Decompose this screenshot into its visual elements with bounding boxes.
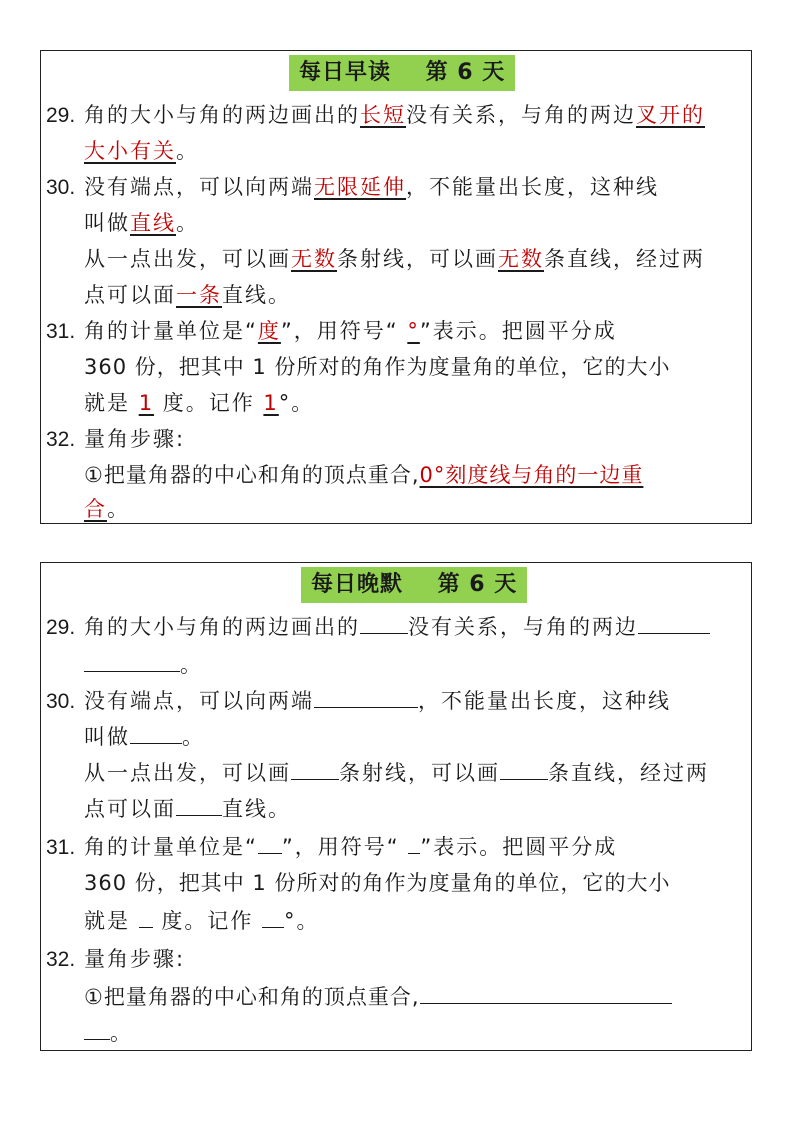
q29-answer-1: 长短: [360, 103, 406, 127]
q29-line-1: [46, 97, 747, 133]
morning-reading-card: [40, 50, 752, 524]
q30-text: 没有端点，可以向两端: [84, 689, 314, 713]
q32-line-2: [46, 457, 747, 493]
q29-text: 。: [176, 139, 199, 163]
q31-blank-4[interactable]: [262, 903, 284, 928]
q32-blank-1-cont[interactable]: [84, 1015, 110, 1040]
q31-line-3: [46, 385, 747, 421]
q31-number: 31.: [46, 836, 76, 859]
q30-text: 。: [182, 725, 205, 749]
q30-answer-1: 无限延伸: [314, 175, 406, 199]
q30-text: ，不能量出长度，这种线: [418, 689, 671, 713]
q30-text: 从一点出发，可以画: [84, 247, 291, 271]
q30-number: 30.: [46, 176, 76, 199]
q32-number: 32.: [46, 428, 76, 451]
q29-blank-2[interactable]: [638, 609, 710, 634]
q32-text: 量角步骤:: [84, 947, 186, 971]
q30-text: 没有端点，可以向两端: [84, 175, 314, 199]
q30-number: 30.: [46, 690, 76, 713]
q31-line-1: [46, 313, 747, 349]
q31-text: 角的计量单位是“: [84, 835, 258, 859]
q31-answer-4: 1: [263, 391, 279, 415]
q30-blank-5[interactable]: [176, 791, 222, 816]
q31-text: ”，用符号“: [281, 835, 409, 859]
q31-text: 就是: [84, 391, 139, 415]
q30-answer-3: 无数: [291, 247, 337, 271]
q31-text: ”表示。把圆平分成: [420, 835, 618, 859]
q30-line-3: [46, 241, 747, 277]
q32-line-3: [46, 491, 747, 527]
morning-title: 每日早读 第 6 天: [289, 55, 515, 91]
q32-blank-1[interactable]: [420, 979, 672, 1004]
q30-text: 叫做: [84, 725, 130, 749]
q32-number: 32.: [46, 948, 76, 971]
q32-text: 量角步骤:: [84, 427, 186, 451]
q31-line-1: [46, 829, 747, 865]
q30-blank-2[interactable]: [130, 719, 182, 744]
q30-line-3: [46, 755, 747, 791]
q29-blank-1[interactable]: [360, 609, 408, 634]
q32-line-2: [46, 979, 747, 1015]
evening-title: 每日晚默 第 6 天: [301, 567, 527, 603]
q31-text: 度。记作: [154, 391, 264, 415]
q29-text: 没有关系，与角的两边: [406, 103, 636, 127]
q31-text: 360 份，把其中 1 份所对的角作为度量角的单位，它的大小: [84, 355, 671, 379]
q29-text: 角的大小与角的两边画出的: [84, 615, 360, 639]
q31-blank-3[interactable]: [139, 903, 153, 928]
q30-line-1: [46, 683, 747, 719]
q30-text: 点可以面: [84, 283, 176, 307]
q31-answer-2: °: [407, 319, 420, 343]
q30-answer-5: 一条: [176, 283, 222, 307]
q31-answer-1: 度: [257, 319, 281, 343]
q29-line-2: [46, 647, 747, 683]
q30-answer-4: 无数: [498, 247, 544, 271]
q29-line-1: [46, 609, 747, 645]
q32-text: ①把量角器的中心和角的顶点重合,: [84, 985, 420, 1009]
q31-text: 角的计量单位是“: [84, 319, 258, 343]
q31-text: 度。记作: [152, 909, 263, 933]
q32-text: 。: [107, 497, 130, 521]
q30-text: 叫做: [84, 211, 130, 235]
q30-line-2: [46, 205, 747, 241]
q30-blank-3[interactable]: [291, 755, 339, 780]
q32-text: ①把量角器的中心和角的顶点重合,: [84, 463, 420, 487]
q30-blank-1[interactable]: [314, 683, 418, 708]
q31-line-3: [46, 903, 747, 939]
q31-text: ”，用符号“: [280, 319, 408, 343]
q29-answer-2: 叉开的: [636, 103, 705, 127]
q30-answer-2: 直线: [130, 211, 176, 235]
q32-text: 。: [110, 1021, 133, 1045]
q30-text: 条射线，可以画: [339, 761, 500, 785]
q32-answer-1-cont: 合: [84, 497, 107, 521]
q31-line-2: [46, 865, 747, 901]
q29-number: 29.: [46, 616, 76, 639]
q31-number: 31.: [46, 320, 76, 343]
q30-blank-4[interactable]: [500, 755, 548, 780]
q32-answer-1: 0°刻度线与角的一边重: [419, 463, 644, 487]
evening-dictation-card: [40, 562, 752, 1051]
q30-line-4: [46, 791, 747, 827]
q29-answer-2-cont: 大小有关: [84, 139, 176, 163]
q31-text: 就是: [84, 909, 139, 933]
q30-text: 条直线，经过两: [544, 247, 705, 271]
q29-blank-2-cont[interactable]: [84, 647, 180, 672]
q29-text: 没有关系，与角的两边: [408, 615, 638, 639]
q30-line-2: [46, 719, 747, 755]
q30-text: 从一点出发，可以画: [84, 761, 291, 785]
q30-text: 条直线，经过两: [548, 761, 709, 785]
q31-line-2: [46, 349, 747, 385]
q30-text: 条射线，可以画: [337, 247, 498, 271]
q30-text: 。: [176, 211, 199, 235]
q31-blank-2[interactable]: [408, 829, 420, 854]
q30-text: 直线。: [222, 283, 291, 307]
q30-text: 点可以面: [84, 797, 176, 821]
q32-line-3: [46, 1015, 747, 1051]
q29-line-2: [46, 133, 747, 169]
q31-text: 360 份，把其中 1 份所对的角作为度量角的单位，它的大小: [84, 871, 671, 895]
q30-line-1: [46, 169, 747, 205]
q31-text: °。: [284, 909, 320, 933]
q30-text: 直线。: [222, 797, 291, 821]
q29-number: 29.: [46, 104, 76, 127]
q29-text: 。: [180, 653, 203, 677]
q31-text: ”表示。把圆平分成: [419, 319, 617, 343]
q31-text: °。: [278, 391, 315, 415]
q31-blank-1[interactable]: [258, 829, 282, 854]
q32-line-1: [46, 421, 747, 457]
q30-line-4: [46, 277, 747, 313]
q32-line-1: [46, 941, 747, 977]
q31-answer-3: 1: [138, 391, 155, 415]
q29-text: 角的大小与角的两边画出的: [84, 103, 360, 127]
q30-text: ，不能量出长度，这种线: [406, 175, 659, 199]
